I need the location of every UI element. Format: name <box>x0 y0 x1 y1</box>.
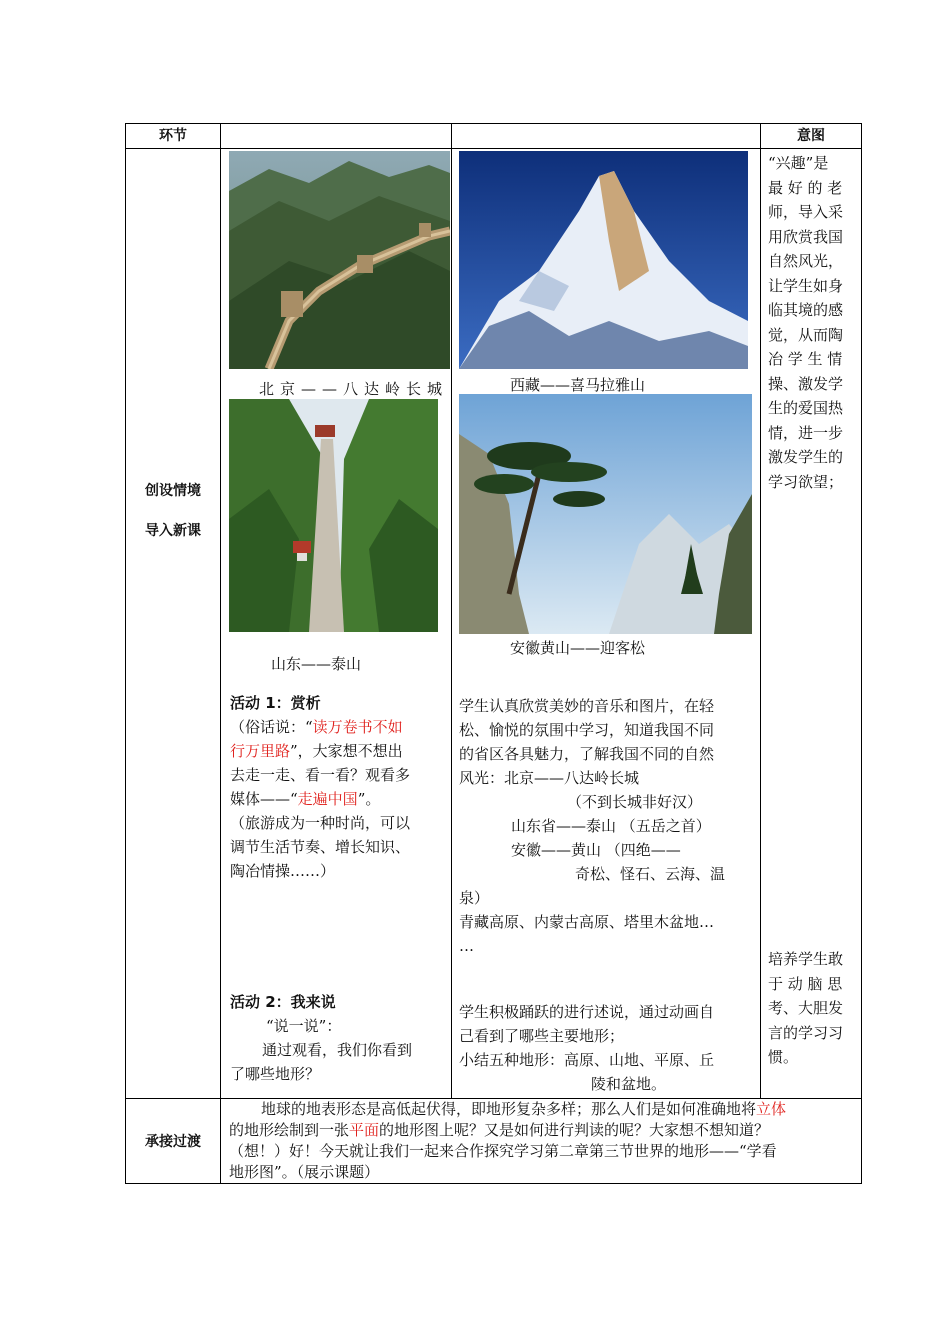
huangshan-photo <box>459 394 752 634</box>
student-line4: 风光：北京——八达岭长城 <box>459 769 640 787</box>
student-line5: （不到长城非好汉） <box>567 793 703 811</box>
activity1-title: 活动 1：赏析 <box>230 694 321 712</box>
intent1-line: 师，导入采 <box>768 203 844 221</box>
activity1-line6: 调节生活节奏、增长知识、 <box>230 838 411 856</box>
table-border-left <box>125 123 126 1184</box>
himalaya-caption: 西藏——喜马拉雅山 <box>510 376 646 394</box>
intent2-line: 惯。 <box>768 1048 799 1066</box>
intent2-line: 培养学生敢 <box>768 950 844 968</box>
intent1-line: 自然风光， <box>768 252 844 270</box>
section-label-line2: 导入新课 <box>145 523 201 539</box>
activity1-line5: （旅游成为一种时尚，可以 <box>230 814 411 832</box>
activity1-line2: 行万里路”，大家想不想出 <box>230 742 403 760</box>
intent1-line: 冶 学 生 情 <box>768 350 843 368</box>
student-line9: 泉） <box>459 889 490 907</box>
transition-label: 承接过渡 <box>145 1134 201 1150</box>
intent1-line: 觉，从而陶 <box>768 325 844 344</box>
student-activity-block <box>459 694 757 958</box>
activity2-line1: “说一说”： <box>266 1017 342 1035</box>
intent1-line: 让学生如身 <box>768 276 844 295</box>
student-line10: 青藏高原、内蒙古高原、塔里木盆地… <box>459 913 715 931</box>
transition-line4: 地形图”。（展示课题） <box>229 1163 380 1181</box>
activity1-line7: 陶冶情操……） <box>230 862 336 880</box>
intent1-line: “兴趣”是 <box>768 154 829 172</box>
taishan-photo <box>229 399 438 632</box>
activity2-block <box>230 990 446 1086</box>
student-line2: 松、愉悦的氛围中学习，知道我国不同 <box>459 721 715 739</box>
student-line11: … <box>459 937 474 955</box>
column-divider-2 <box>451 123 452 1098</box>
intent1-line: 学习欲望； <box>768 472 844 491</box>
intent1-line: 临其境的感 <box>768 301 844 319</box>
section-label-line1: 创设情境 <box>145 483 201 499</box>
intent-block-1 <box>768 151 854 494</box>
header-intent: 意图 <box>797 128 825 144</box>
header-teacher <box>221 126 451 146</box>
intent1-line: 最 好 的 老 <box>768 178 843 197</box>
activity2-line2: 通过观看，我们你看到 <box>262 1041 413 1059</box>
activity1-block <box>230 691 446 883</box>
transition-line1: 地球的地表形态是高低起伏得，即地形复杂多样；那么人们是如何准确地将立体 <box>261 1100 787 1118</box>
student-line7: 安徽——黄山 （四绝—— <box>511 841 681 859</box>
transition-line2: 的地形绘制到一张平面的地形图上呢？又是如何进行判读的呢？大家想不想知道？ <box>229 1121 770 1139</box>
student-line13: 己看到了哪些主要地形； <box>459 1027 625 1045</box>
intent2-line: 于 动 脑 思 <box>768 974 843 993</box>
student-line12: 学生积极踊跃的进行述说，通过动画自 <box>459 1003 715 1021</box>
student-line3: 的省区各具魅力，了解我国不同的自然 <box>459 745 715 763</box>
header-student <box>452 126 760 146</box>
intent-block-2 <box>768 947 854 1070</box>
intent1-line: 激发学生的 <box>768 448 844 466</box>
table-border-bottom <box>125 1183 862 1184</box>
intent1-line: 操、激发学 <box>768 374 844 393</box>
intent1-line: 生的爱国热 <box>768 399 844 417</box>
table-border-right <box>861 123 862 1184</box>
student-line8: 奇松、怪石、云海、温 <box>575 865 726 883</box>
student-line6: 山东省——泰山 （五岳之首） <box>511 817 711 835</box>
transition-paragraph <box>229 1099 857 1183</box>
column-divider-1 <box>220 123 221 1184</box>
header-stage: 环节 <box>159 128 187 144</box>
student-summary-block <box>459 1000 757 1096</box>
activity2-title: 活动 2：我来说 <box>230 993 336 1011</box>
student-line1: 学生认真欣赏美妙的音乐和图片，在轻 <box>459 697 715 715</box>
table-border-top <box>125 123 862 124</box>
header-divider <box>125 148 862 149</box>
student-line15: 陵和盆地。 <box>591 1075 667 1093</box>
taishan-caption: 山东——泰山 <box>271 655 362 673</box>
column-divider-3 <box>760 123 761 1098</box>
activity1-line1: （俗话说：“读万卷书不如 <box>230 718 403 736</box>
intent1-line: 情，进一步 <box>768 423 844 442</box>
great-wall-photo <box>229 151 450 369</box>
activity2-line3: 了哪些地形？ <box>230 1065 321 1083</box>
student-line14: 小结五种地形：高原、山地、平原、丘 <box>459 1051 715 1069</box>
great-wall-caption: 北京——八达岭长城 <box>259 380 449 398</box>
intent1-line: 用欣赏我国 <box>768 227 844 246</box>
transition-line3: （想！）好！今天就让我们一起来合作探究学习第二章第三节世界的地形——“学看 <box>229 1142 777 1160</box>
intent2-line: 考、大胆发 <box>768 999 844 1017</box>
activity1-line4: 媒体——“走遍中国”。 <box>230 790 381 808</box>
activity1-line3: 去走一走、看一看？观看多 <box>230 766 411 784</box>
huangshan-caption: 安徽黄山——迎客松 <box>510 639 646 657</box>
himalaya-photo <box>459 151 748 369</box>
intent2-line: 言的学习习 <box>768 1023 844 1042</box>
